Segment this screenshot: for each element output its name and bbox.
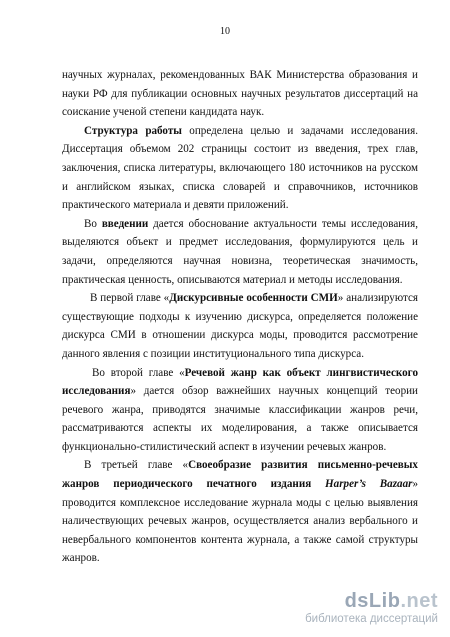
paragraph-1: научных журналах, рекомендованных ВАК Министерства образования и науки РФ для публикации основных научных результатов диссертаций на соискание ученой степени кандидата наук.: [62, 69, 418, 119]
paragraph-text: » проводится комплексное исследование журнала моды с целью выявления наличествующих речевых жанров, осуществляется анализ вербального и невербального компонентов контента журнала, а также самой структуры жанров.: [62, 478, 418, 565]
paragraph-introduction: [62, 215, 418, 289]
watermark-subtitle: библиотека диссертаций: [305, 613, 438, 625]
bold-term: Структура работы: [84, 124, 182, 137]
paragraph-chapter-1: [62, 289, 418, 363]
chapter-title: Дискурсивные особенности СМИ: [169, 292, 338, 305]
document-body: [62, 66, 418, 568]
bold-term: введении: [101, 217, 149, 230]
paragraph-text: » анализируются существующие подходы к изучению дискурса, определяется положение дискурса СМИ в отношении дискурса моды, проводится рассмотрение данного явления с позиции институционального типа дискурса.: [62, 292, 418, 360]
paragraph-chapter-3: [62, 456, 418, 568]
paragraph-text: Во: [84, 217, 102, 230]
paragraph-text: В первой главе «: [90, 292, 170, 305]
paragraph-text: дается обоснование актуальности темы исследования, выделяются объект и предмет исследования, формулируются цель и задачи, определяются научная новизна, теоретическая значимость, практическая ценность, описываются материал и методы исследования.: [62, 217, 418, 286]
magazine-title: Harper’s Bazaar: [325, 478, 413, 491]
watermark-logo: [305, 591, 438, 611]
page-number: 10: [220, 26, 230, 37]
watermark-logo-domain: .net: [400, 590, 438, 612]
paragraph-text: » дается обзор важнейших научных концепций теории речевого жанра, приводятся значимые классификации жанров речи, рассматриваются аспекты их моделирования, а также описывается функционально-стилистический аспект в изучении речевых жанров.: [62, 385, 418, 453]
watermark-logo-main: dsLib: [344, 590, 401, 612]
paragraph-chapter-2: [62, 364, 418, 457]
paragraph-text: Во второй главе «: [92, 366, 185, 379]
paragraph-text: определена целью и задачами исследования. Диссертация объемом 202 страницы состоит из введения, трех глав, заключения, списка литературы, включающего 180 источников на русском и английском языках, списка словарей и справочников, источников практического материала и девяти приложений.: [62, 124, 418, 212]
chapter-title: Речевой жанр как объект лингвистического исследования: [62, 366, 418, 398]
paragraph-text: В третьей главе «: [84, 459, 189, 472]
paragraph-structure: [62, 122, 418, 215]
chapter-title: Своеобразие развития письменно-речевых жанров периодического печатного издания: [62, 459, 418, 491]
watermark: [305, 591, 438, 625]
